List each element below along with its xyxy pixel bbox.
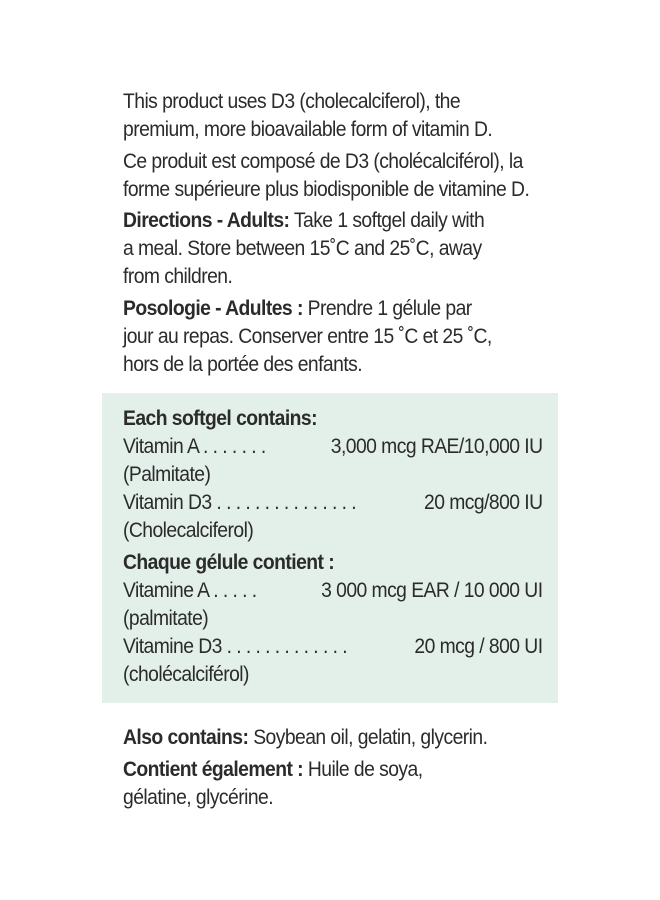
intro-fr-line-1: Ce produit est composé de D3 (cholécalciférol), la bbox=[123, 150, 523, 173]
directions-en-label: Directions - Adults: bbox=[123, 209, 290, 232]
also-en-label: Also contains: bbox=[123, 726, 249, 749]
directions-en-line-3: from children. bbox=[123, 265, 233, 288]
ingredient-row bbox=[123, 489, 543, 517]
also-fr-line-2: gélatine, glycérine. bbox=[123, 786, 274, 809]
ingredient-form: (palmitate) bbox=[123, 607, 209, 630]
ingredient-form: (Palmitate) bbox=[123, 463, 211, 486]
directions-fr-text: Prendre 1 gélule par bbox=[302, 297, 472, 320]
contents-en-title bbox=[123, 405, 543, 433]
contents-fr-title-text: Chaque gélule contient : bbox=[123, 551, 335, 574]
ingredient-row bbox=[123, 577, 543, 605]
contents-en-title-text: Each softgel contains: bbox=[123, 407, 317, 430]
ingredient-amount: 20 mcg / 800 UI bbox=[414, 635, 543, 658]
also-fr-label: Contient également : bbox=[123, 758, 304, 781]
ingredient-name: Vitamine A . . . . . bbox=[123, 579, 257, 602]
ingredient-row bbox=[123, 633, 543, 661]
directions-fr-label: Posologie - Adultes : bbox=[123, 297, 303, 320]
directions-en-line-1 bbox=[123, 207, 543, 235]
directions-fr-line-2: jour au repas. Conserver entre 15 ˚C et 25 ˚C, bbox=[123, 325, 492, 348]
directions-fr-line-3: hors de la portée des enfants. bbox=[123, 353, 363, 376]
also-fr-text: Huile de soya, bbox=[303, 758, 423, 781]
ingredient-amount: 3 000 mcg EAR / 10 000 UI bbox=[321, 579, 543, 602]
ingredient-form: (Cholecalciferol) bbox=[123, 519, 254, 542]
contents-section bbox=[123, 405, 543, 689]
intro-en-line-1: This product uses D3 (cholecalciferol), the bbox=[123, 90, 461, 113]
also-contains-section bbox=[123, 724, 543, 812]
ingredient-amount: 3,000 mcg RAE/10,000 IU bbox=[330, 435, 543, 458]
directions-en-text: Take 1 softgel daily with bbox=[289, 209, 485, 232]
directions-fr-line-1 bbox=[123, 295, 543, 323]
also-fr-line-1 bbox=[123, 756, 543, 784]
ingredient-row bbox=[123, 433, 543, 461]
ingredient-name: Vitamin A . . . . . . . bbox=[123, 435, 266, 458]
intro-en-line-2: premium, more bioavailable form of vitamin D. bbox=[123, 118, 493, 141]
intro-fr-line-2: forme supérieure plus biodisponible de vitamine D. bbox=[123, 178, 530, 201]
directions-section bbox=[123, 207, 543, 379]
ingredient-form: (cholécalciférol) bbox=[123, 663, 249, 686]
also-en-line bbox=[123, 724, 543, 752]
ingredient-name: Vitamin D3 . . . . . . . . . . . . . . . bbox=[123, 491, 357, 514]
contents-fr-title bbox=[123, 549, 543, 577]
also-en-text: Soybean oil, gelatin, glycerin. bbox=[248, 726, 488, 749]
directions-en-line-2: a meal. Store between 15˚C and 25˚C, away bbox=[123, 237, 482, 260]
intro-section bbox=[123, 88, 543, 204]
ingredient-name: Vitamine D3 . . . . . . . . . . . . . bbox=[123, 635, 348, 658]
ingredient-amount: 20 mcg/800 IU bbox=[424, 491, 543, 514]
